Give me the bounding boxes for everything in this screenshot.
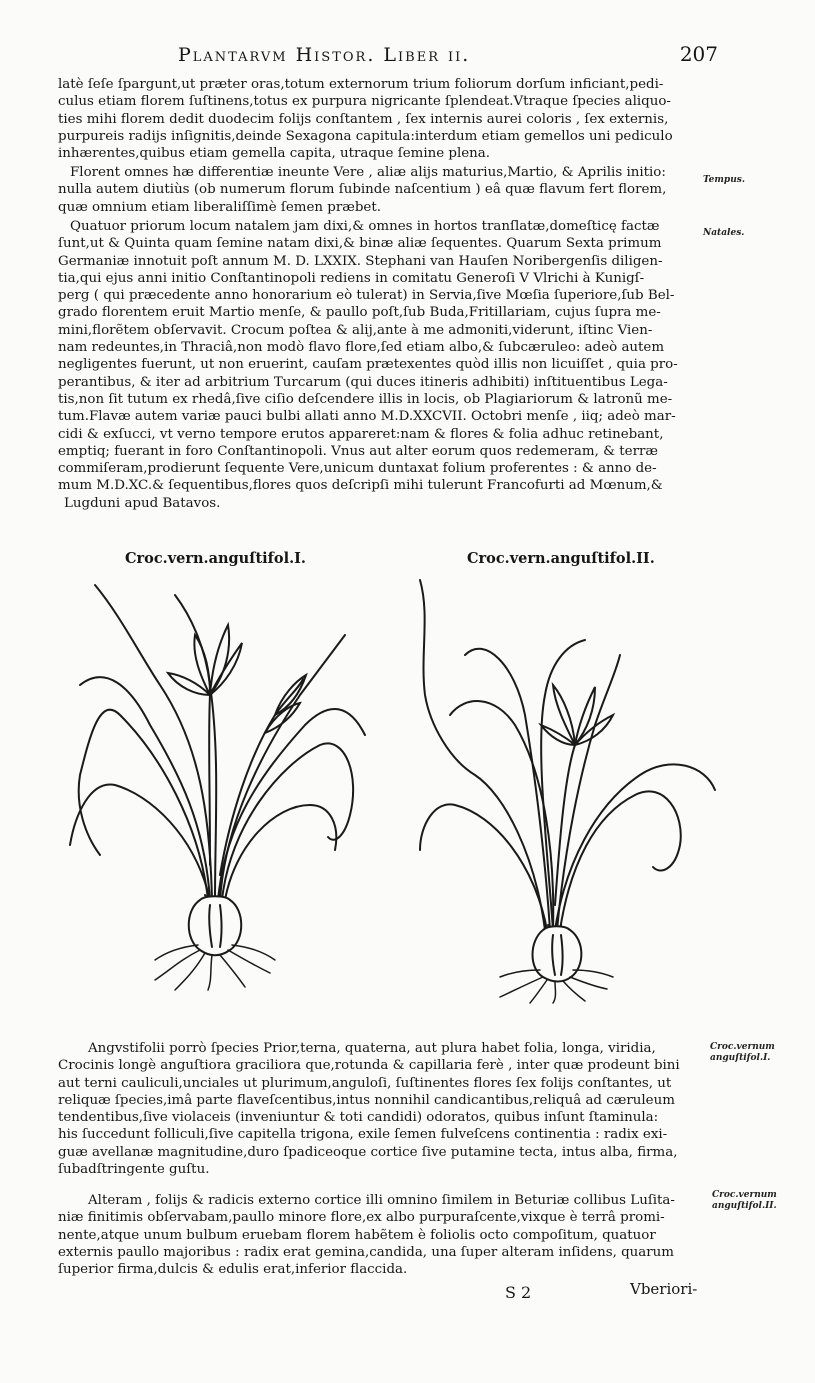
page-header xyxy=(178,40,718,74)
paragraph-natal-places xyxy=(58,218,698,512)
margin-note-line: anguſtifol.I. xyxy=(710,1053,771,1063)
paragraph-continuation xyxy=(58,76,698,162)
text-line: his ſuccedunt folliculi,ſive capitella trigona, exile ſemen fulveſcens continentia : radix exi- xyxy=(58,1127,668,1143)
margin-note-line: anguſtifol.II. xyxy=(712,1201,777,1211)
text-line: latè ſeſe ſpargunt,ut præter oras,totum externorum trium foliorum dorſum inficiant,pedi- xyxy=(58,77,664,92)
text-line: Quatuor priorum locum natalem jam dixi,& omnes in hortos tranſlatæ,domeſticę factæ xyxy=(70,219,660,234)
crocus-leaves xyxy=(70,585,365,900)
crocus-flowers xyxy=(168,625,306,875)
crocus-bulb xyxy=(189,895,242,955)
text-line: nam redeuntes,in Thraciâ,non modò flavo flore,ſed etiam albo,& ſubcæruleo: adeò autem xyxy=(58,340,665,356)
text-line: negligentes fuerunt, ut non eruerint, cauſam prætexentes quòd illis non licuiſſet , quia pro- xyxy=(58,357,678,373)
text-line: purpureis radijs inſignitis,deinde Sexagona capitula:interdum etiam gemellos uni pediculo xyxy=(58,128,673,144)
text-line: Florent omnes hæ differentiæ ineunte Vere , aliæ alijs maturius,Martio, & Aprilis initio: xyxy=(70,165,666,180)
text-line: ſubadſtringente guſtu. xyxy=(58,1162,210,1178)
woodcut-crocus-1 xyxy=(60,575,390,995)
text-line: externis paullo majoribus : radix erat gemina,candida, una ſuper alteram inſidens, quarum xyxy=(58,1244,675,1260)
text-line: Lugduni apud Batavos. xyxy=(64,495,221,511)
paragraph-flowering-time xyxy=(58,164,698,216)
text-line: tis,non ſit tutum ex rhedâ,ſive ciſio deſcendere illis in locis, ob Plagiariorum & latronũ me- xyxy=(58,391,673,407)
text-line: ſunt,ut & Quinta quam ſemine natam dixi,& binæ aliæ ſequentes. Quarum Sexta primum xyxy=(58,236,662,252)
page-number: 207 xyxy=(679,42,718,66)
text-line: guæ avellanæ magnitudine,duro ſpadiceoque cortice ſive putamine tecta, intus alba, firma, xyxy=(58,1144,678,1160)
text-line: perg ( qui præcedente anno honorarium eò tulerat) in Servia,ſive Mœſia ſuperiore,ſub Bel- xyxy=(58,288,675,304)
text-line: inhærentes,quibus etiam gemella capita, utraque ſemine plena. xyxy=(58,146,491,162)
running-head: Plantarvm Histor. Liber ii. xyxy=(178,44,471,66)
catchword: Vberiori- xyxy=(630,1280,698,1298)
paragraph-species-altera xyxy=(58,1192,698,1278)
signature-mark: S 2 xyxy=(505,1283,532,1302)
text-line: nulla autem diutiùs (ob numerum florum ſubinde naſcentium ) eâ quæ flavum fert florem, xyxy=(58,182,667,198)
text-line: culus etiam florem ſuſtinens,totus ex purpura nigricante ſplendeat.Vtraque ſpecies aliquo- xyxy=(58,94,671,110)
text-line: niæ finitimis obſervabam,paullo minore flore,ex albo purpuraſcente,vixque è terrâ promi- xyxy=(58,1210,665,1226)
text-line: mini,florẽtem obſervavit. Crocum poſtea & alij,ante à me admoniti,viderunt, iſtinc Vien- xyxy=(58,322,653,338)
woodcut-crocus-2 xyxy=(395,575,725,1005)
text-line: Crocinis longè anguſtiora graciliora que,rotunda & capillaria ferè , inter quæ prodeunt bini xyxy=(58,1058,680,1074)
text-line: Germaniæ innotuit poſt annum M. D. LXXIX. Stephani van Hauſen Noribergenſis diligen- xyxy=(58,253,663,269)
text-line: aut terni cauliculi,unciales ut plurimum,anguloſi, ſuſtinentes flores ſex folijs conſtantes, ut xyxy=(58,1075,672,1091)
text-line: tia,qui ejus anni initio Conſtantinopoli rediens in comitatu Generoſi V Vlrichi à Kunigſ- xyxy=(58,270,645,286)
margin-note-natales: Natales. xyxy=(703,228,745,238)
text-line: reliquæ ſpecies,imâ parte flaveſcentibus,intus nonnihil candicantibus,reliquâ ad cæruleum xyxy=(58,1092,675,1108)
margin-note-species-2 xyxy=(712,1190,777,1212)
text-line: perantibus, & iter ad arbitrium Turcarum (qui duces itineris adhibiti) inſtituentibus Lega- xyxy=(58,374,668,390)
margin-note-line: Croc.vernum xyxy=(710,1042,775,1052)
text-line: commiſeram,prodierunt ſequente Vere,unicum duntaxat folium proferentes : & anno de- xyxy=(58,461,657,477)
margin-note-line: Croc.vernum xyxy=(712,1190,777,1200)
text-line: quæ omnium etiam liberaliſſimè ſemen præbet. xyxy=(58,199,381,215)
margin-note-species-1 xyxy=(710,1042,775,1064)
text-line: tendentibus,ſive violaceis (inveniuntur & toti candidi) odoratos, quibus inſunt ſtaminula: xyxy=(58,1110,659,1126)
text-line: ties mihi florem dedit duodecim folijs conſtantem , ſex internis aurei coloris , ſex externis, xyxy=(58,111,669,127)
text-line: Angvstifolii porrò ſpecies Prior,terna, quaterna, aut plura habet folia, longa, viridia, xyxy=(88,1041,656,1056)
paragraph-species-prior xyxy=(58,1040,698,1178)
text-line: Alteram , folijs & radicis externo cortice illi omnino ſimilem in Beturiæ collibus Luſita- xyxy=(88,1193,675,1208)
text-line: nente,atque unum bulbum eruebam florem habẽtem è foliolis octo compoſitum, quatuor xyxy=(58,1227,656,1243)
crocus-leaves xyxy=(420,580,715,930)
figure-caption-2: Croc.vern.anguſtifol.II. xyxy=(467,550,655,567)
text-line: grado florentem eruit Martio menſe, & paullo poſt,ſub Buda,Fritillariam, cujus ſupra me- xyxy=(58,305,661,321)
text-line: cidi & exſucci, vt verno tempore erutos appareret:nam & flores & folia adhuc retinebant, xyxy=(58,426,664,442)
figure-caption-1: Croc.vern.anguſtifol.I. xyxy=(125,550,306,567)
margin-note-tempus: Tempus. xyxy=(703,175,745,185)
text-line: emptiq; fuerant in foro Conſtantinopoli. Vnus aut alter eorum quos redemeram, & terræ xyxy=(58,443,658,459)
text-line: mum M.D.XC.& ſequentibus,flores quos deſcripſi mihi tulerunt Francofurti ad Mœnum,& xyxy=(58,478,663,494)
crocus-bulb xyxy=(533,925,582,982)
text-line: tum.Flavæ autem variæ pauci bulbi allati anno M.D.XXCVII. Octobri menſe , iiq; adeò mar- xyxy=(58,409,676,425)
text-line: ſuperior firma,dulcis & edulis erat,inferior flaccida. xyxy=(58,1262,408,1278)
